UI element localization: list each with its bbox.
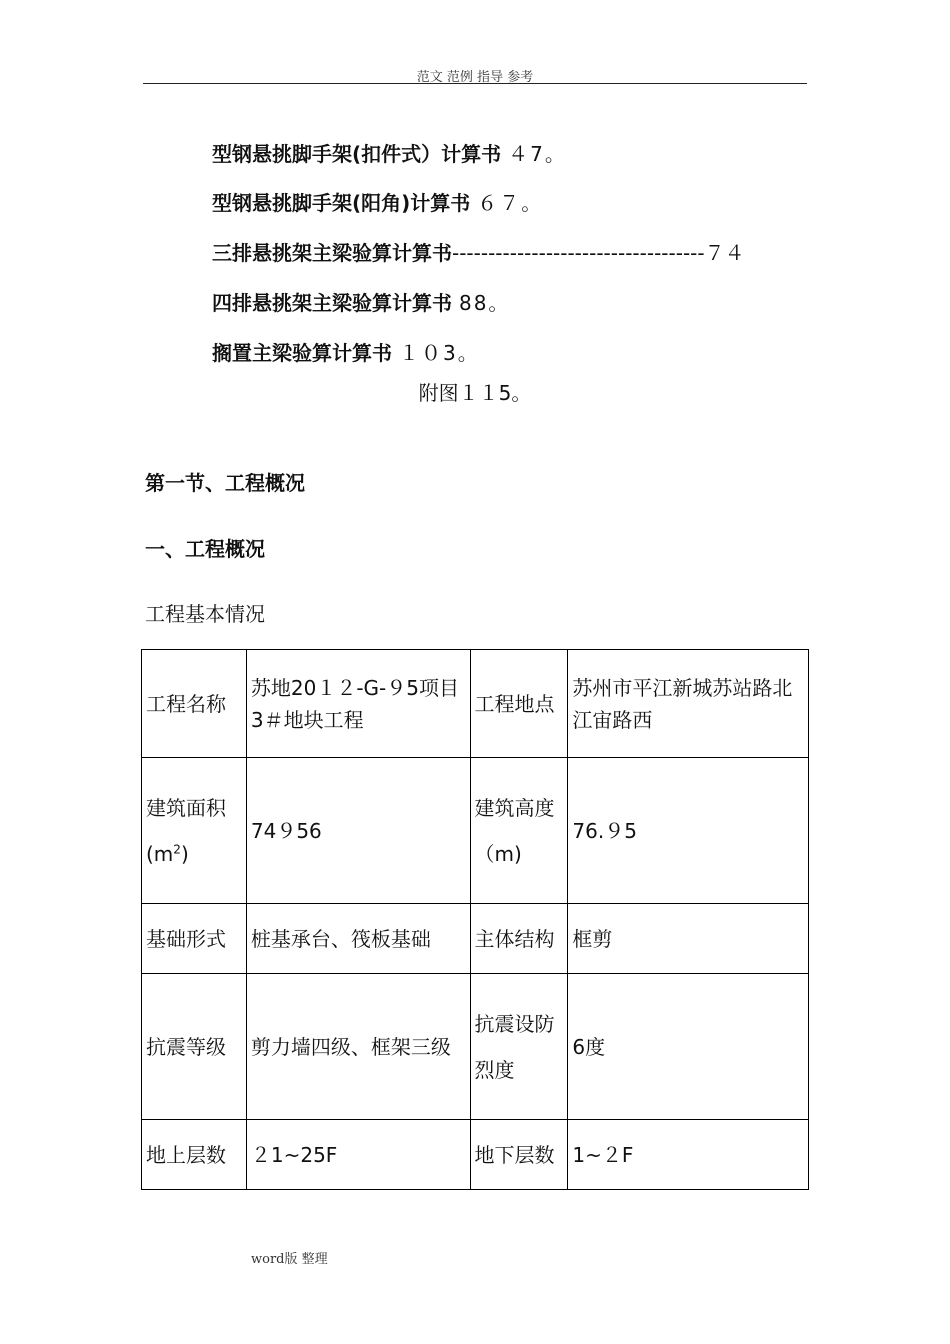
- sub-title: 一、工程概况: [145, 537, 265, 561]
- table-caption: 工程基本情况: [145, 602, 265, 626]
- cell-label: 抗震设防烈度: [470, 974, 568, 1120]
- toc-item: [212, 237, 745, 266]
- toc-item: [212, 287, 510, 316]
- toc-item-title: 三排悬挑架主梁验算计算书: [212, 241, 452, 265]
- toc-item: [212, 187, 543, 216]
- toc-item-page: ４7。: [508, 142, 567, 166]
- cell-label: 基础形式: [142, 904, 247, 974]
- cell-value: 苏州市平江新城苏站路北江宙路西: [568, 650, 809, 758]
- cell-label: 主体结构: [470, 904, 568, 974]
- toc-item-title: 四排悬挑架主梁验算计算书: [212, 291, 452, 315]
- cell-value: 框剪: [568, 904, 809, 974]
- cell-label: 抗震等级: [142, 974, 247, 1120]
- cell-value: 苏地20１２-G-９5项目3＃地块工程: [246, 650, 470, 758]
- header-divider: [143, 83, 807, 84]
- table-row: [142, 758, 809, 904]
- toc-item-title: 型钢悬挑脚手架(阳角)计算书: [212, 191, 471, 215]
- cell-label: [142, 758, 247, 904]
- toc-appendix: 附图１１5。: [418, 381, 532, 405]
- area-unit-close: ): [180, 841, 189, 866]
- cell-label: 工程地点: [470, 650, 568, 758]
- table-row: [142, 650, 809, 758]
- cell-value: 74９56: [246, 758, 470, 904]
- toc-item-page: -----------------------------------７４: [452, 241, 745, 265]
- toc-item: [212, 337, 480, 366]
- cell-label: [470, 758, 568, 904]
- project-info-table: [141, 649, 809, 1190]
- cell-label: 工程名称: [142, 650, 247, 758]
- area-unit-sup: 2: [173, 841, 181, 856]
- height-label: 建筑高度: [474, 795, 555, 820]
- cell-value: ２1~25F: [246, 1120, 470, 1190]
- toc-item-title: 搁置主梁验算计算书: [212, 341, 392, 365]
- toc-item-page: 88。: [458, 291, 511, 315]
- toc-item: [212, 138, 567, 167]
- area-label: 建筑面积: [146, 795, 226, 820]
- toc-item-title: 型钢悬挑脚手架(扣件式）计算书: [212, 142, 502, 166]
- toc-item-page: ６７。: [477, 191, 544, 215]
- cell-value: 1~２F: [568, 1120, 809, 1190]
- cell-value: 76.９5: [568, 758, 809, 904]
- toc-item-page: １０3。: [398, 341, 480, 365]
- page-footer: word版 整理: [251, 1252, 328, 1267]
- cell-value: 6度: [568, 974, 809, 1120]
- table-row: [142, 904, 809, 974]
- table-row: [142, 1120, 809, 1190]
- area-unit: (m: [146, 841, 174, 866]
- page-header: 范文 范例 指导 参考: [416, 70, 534, 85]
- cell-label: 地上层数: [142, 1120, 247, 1190]
- cell-label: 地下层数: [470, 1120, 568, 1190]
- section-title: 第一节、工程概况: [145, 471, 305, 495]
- table-row: [142, 974, 809, 1120]
- height-unit: （m): [474, 841, 522, 866]
- cell-value: 剪力墙四级、框架三级: [246, 974, 470, 1120]
- cell-value: 桩基承台、筏板基础: [246, 904, 470, 974]
